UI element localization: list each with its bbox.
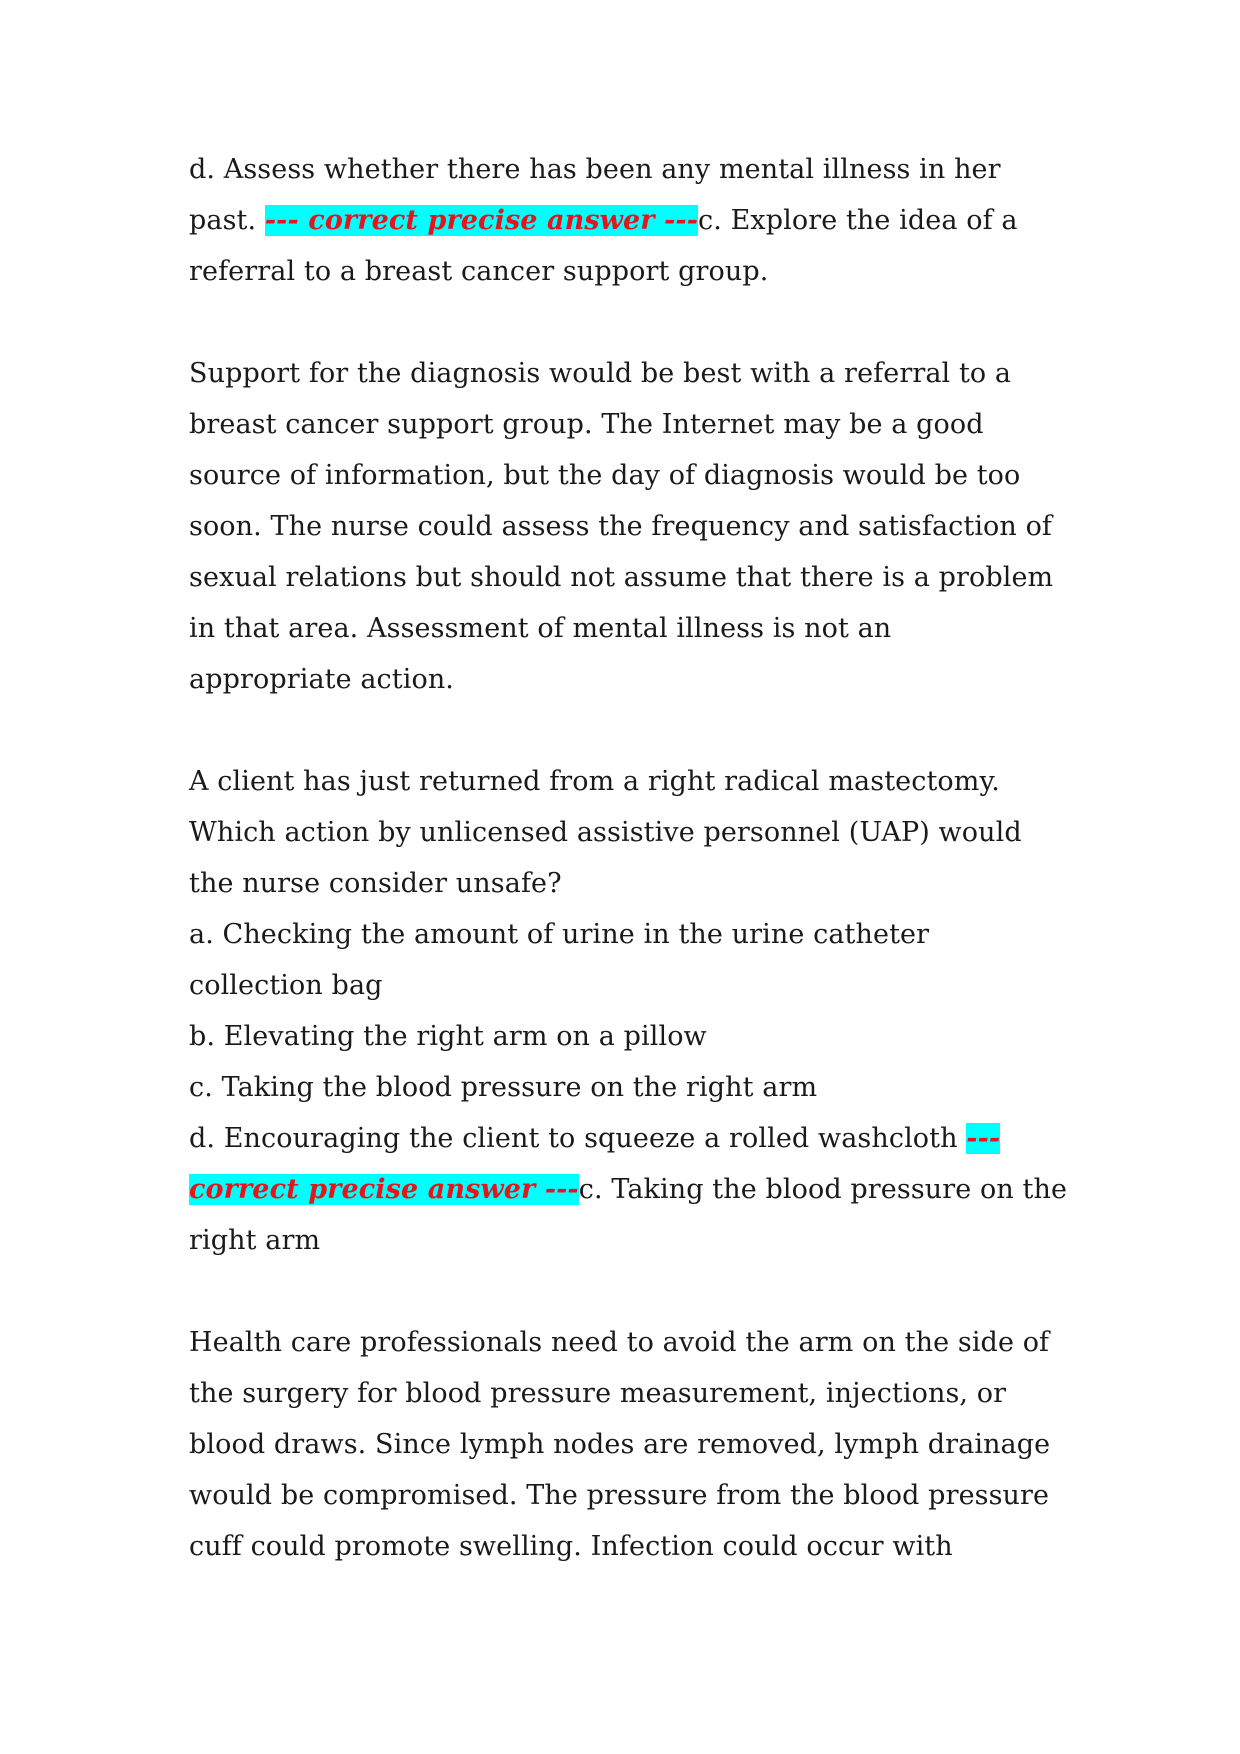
rationale-line: Health care professionals need to avoid the arm on the side of — [189, 1327, 1050, 1358]
answer-line — [189, 195, 1089, 246]
answer-prefix: past. — [189, 205, 265, 236]
option-d — [189, 1113, 1089, 1164]
document-page — [189, 144, 1089, 1572]
correct-answer-highlight: --- — [966, 1123, 1001, 1154]
rationale-line: would be compromised. The pressure from the blood pressure — [189, 1480, 1050, 1511]
correct-answer-highlight: --- correct precise answer --- — [264, 205, 699, 236]
paragraph-gap — [189, 297, 1089, 348]
rationale-line: source of information, but the day of diagnosis would be too — [189, 460, 1021, 491]
question-line: A client has just returned from a right radical mastectomy. — [189, 766, 1000, 797]
rationale-line: Support for the diagnosis would be best with a referral to a — [189, 358, 1012, 389]
question-line: the nurse consider unsafe? — [189, 868, 562, 899]
answer-text: c. Taking the blood pressure on the — [578, 1174, 1068, 1205]
paragraph-gap — [189, 1266, 1089, 1317]
rationale-line: in that area. Assessment of mental illness is not an — [189, 613, 892, 644]
option-a-continuation: collection bag — [189, 970, 383, 1001]
answer-continuation: right arm — [189, 1225, 321, 1256]
correct-answer-highlight: correct precise answer --- — [189, 1174, 579, 1205]
answer-line — [189, 1164, 1089, 1215]
option-a: a. Checking the amount of urine in the urine catheter — [189, 919, 930, 950]
answer-text: c. Explore the idea of a — [698, 205, 1018, 236]
rationale-line: appropriate action. — [189, 664, 454, 695]
rationale-line: the surgery for blood pressure measurement, injections, or — [189, 1378, 1007, 1409]
rationale-line: blood draws. Since lymph nodes are removed, lymph drainage — [189, 1429, 1051, 1460]
rationale-line: breast cancer support group. The Internet may be a good — [189, 409, 984, 440]
question-line: Which action by unlicensed assistive personnel (UAP) would — [189, 817, 1022, 848]
option-d-text: d. Encouraging the client to squeeze a rolled washcloth — [189, 1123, 967, 1154]
paragraph-gap — [189, 705, 1089, 756]
rationale-line: soon. The nurse could assess the frequency and satisfaction of — [189, 511, 1053, 542]
rationale-line: sexual relations but should not assume that there is a problem — [189, 562, 1054, 593]
answer-continuation: referral to a breast cancer support group. — [189, 256, 769, 287]
option-b: b. Elevating the right arm on a pillow — [189, 1021, 707, 1052]
option-c: c. Taking the blood pressure on the right arm — [189, 1072, 818, 1103]
option-d-line: d. Assess whether there has been any mental illness in her — [189, 154, 1001, 185]
rationale-line: cuff could promote swelling. Infection could occur with — [189, 1531, 953, 1562]
